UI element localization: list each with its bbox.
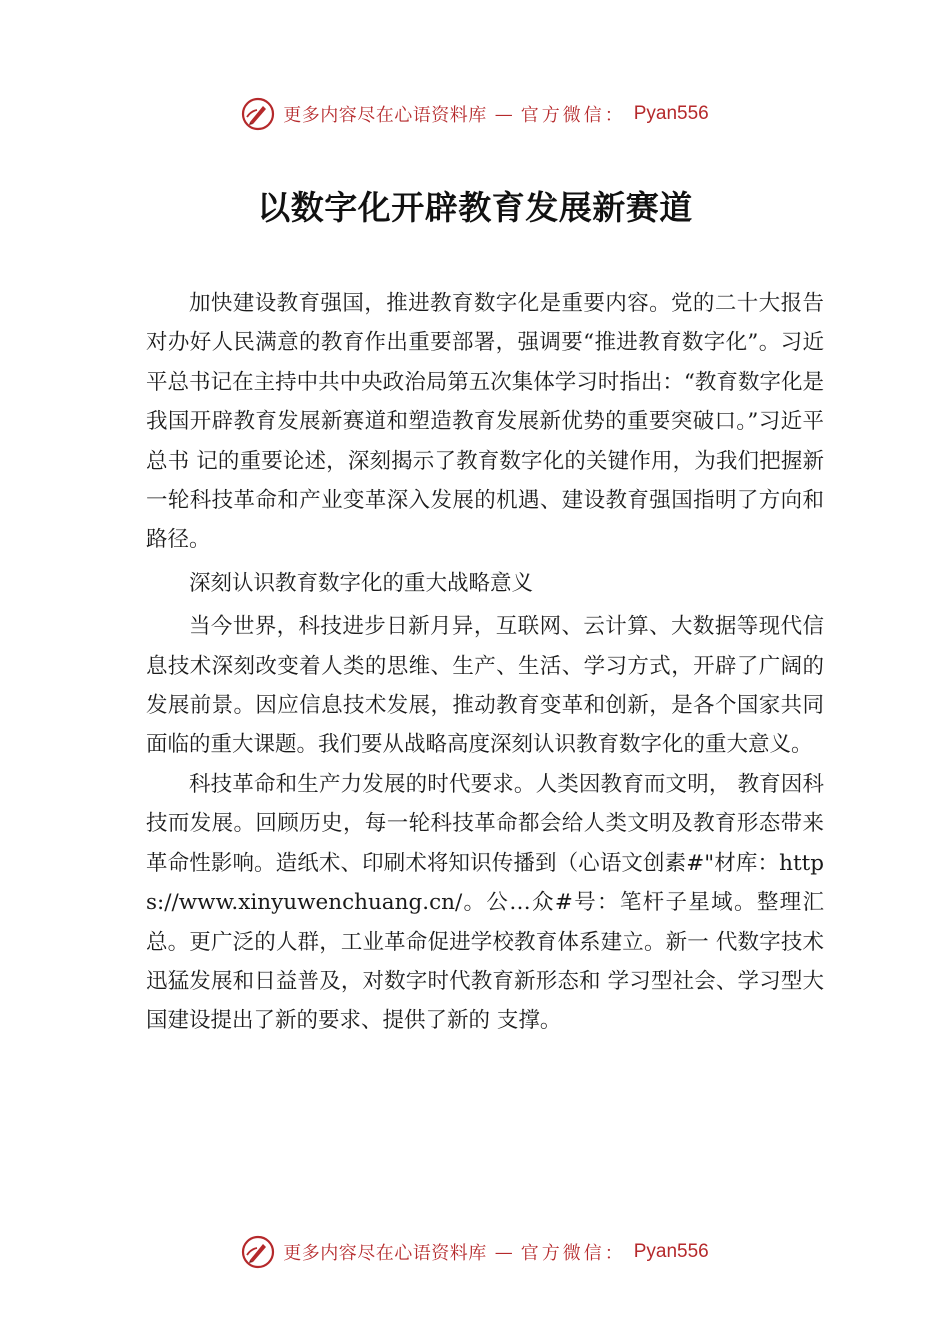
paragraph: 科技革命和生产力发展的时代要求。人类因教育而文明， 教育因科技而发展。回顾历史，每一轮科技革命都会给人类文明及教育形态带来革命性影响。造纸术、印刷术将知识传播到（心语文创素#"材库：https://www.xinyuwenchuang.cn/。公…众#号：笔杆子星域。整理汇总。更广泛的人群，工业革命促进学校教育体系建立。新一 代数字技术迅猛发展和日益普及，对数字时代教育新形态和 学习型社会、学习型大国建设提出了新的要求、提供了新的 支撑。 <box>146 771 824 1034</box>
banner-separator: — <box>494 103 513 125</box>
banner-separator: — <box>494 1241 513 1263</box>
banner-content <box>241 1235 709 1269</box>
pen-logo-icon <box>241 97 275 131</box>
banner-wechat-label: 官方微信： <box>520 105 626 126</box>
header-watermark-banner <box>0 92 950 136</box>
document-body <box>146 284 824 1041</box>
banner-wechat-id: Pyan556 <box>633 1241 709 1262</box>
paragraph: 加快建设教育强国，推进教育数字化是重要内容。党的二十大报告对办好人民满意的教育作出重要部署，强调要“推进教育数字化”。习近平总书记在主持中共中央政治局第五次集体学习时指出：“教育数字化是我国开辟教育发展新赛道和塑造教育发展新优势的重要突破口。”习近平总书 记的重要论述，深刻揭示了教育数字化的关键作用，为我们把握新一轮科技革命和产业变革深入发展的机遇、建设教育强国指明了方向和路径。 <box>146 291 824 553</box>
banner-wechat-id: Pyan556 <box>633 103 709 124</box>
document-title: 以数字化开辟教育发展新赛道 <box>257 188 693 227</box>
paragraph: 当今世界，科技进步日新月异，互联网、云计算、大数据等现代信息技术深刻改变着人类的思维、生产、生活、学习方式，开辟了广阔的发展前景。因应信息技术发展，推动教育变革和创新，是各个国家共同面临的重大课题。我们要从战略高度深刻认识教育数字化的重大意义。 <box>146 614 824 758</box>
banner-slogan: 更多内容尽在心语资料库 <box>283 105 487 126</box>
footer-watermark-banner <box>0 1230 950 1274</box>
banner-wechat-label: 官方微信： <box>520 1243 626 1264</box>
banner-slogan: 更多内容尽在心语资料库 <box>283 1243 487 1264</box>
banner-content <box>241 97 709 131</box>
section-heading: 深刻认识教育数字化的重大战略意义 <box>189 570 534 596</box>
pen-logo-icon <box>241 1235 275 1269</box>
